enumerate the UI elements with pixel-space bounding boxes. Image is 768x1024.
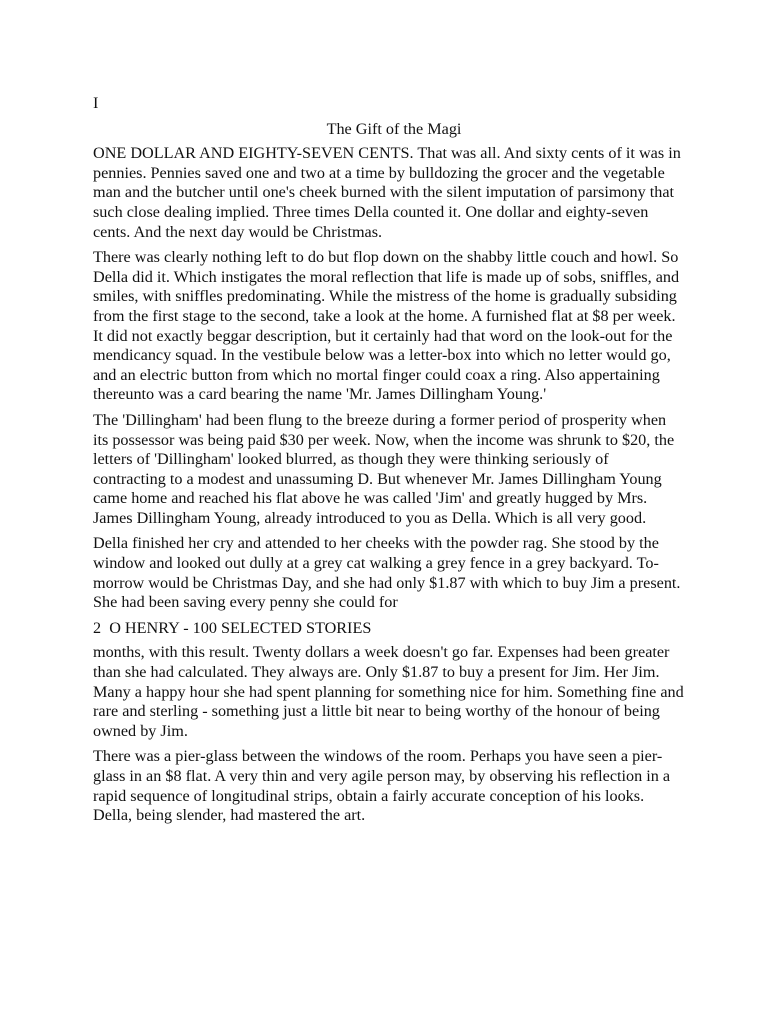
paragraph: The 'Dillingham' had been flung to the breeze during a former period of prosperity when its possessor was being paid $30 per week. Now, when the income was shrunk to $20, the letters of 'Dillingham' looked blurred, as though they were thinking seriously of contracting to a modest and unassuming D. But whenever Mr. James Dillingham Young came home and reached his flat above he was called 'Jim' and greatly hugged by Mrs. James Dillingham Young, already introduced to you as Della. Which is all very good. <box>93 410 675 527</box>
paragraph: ONE DOLLAR AND EIGHTY-SEVEN CENTS. That was all. And sixty cents of it was in pennies. Pennies saved one and two at a time by bulldozing the grocer and the vegetable man and the butcher until one's cheek burned with the silent imputation of parsimony that such close dealing implied. Three times Della counted it. One dollar and eighty-seven cents. And the next day would be Christmas. <box>93 144 681 241</box>
paragraph: There was clearly nothing left to do but flop down on the shabby little couch and howl. So Della did it. Which instigates the moral reflection that life is made up of sobs, sniffles, and smiles, with sniffles predominating. While the mistress of the home is gradually subsiding from the first stage to the second, take a look at the home. A furnished flat at $8 per week. It did not exactly beggar description, but it certainly had that word on the look-out for the mendicancy squad. In the vestibule below was a letter-box into which no letter would go, and an electric button from which no mortal finger could coax a ring. Also appertaining thereunto was a card bearing the name 'Mr. James Dillingham Young.' <box>93 248 680 404</box>
running-header: 2 O HENRY - 100 SELECTED STORIES <box>93 618 372 637</box>
paragraph: Della finished her cry and attended to her cheeks with the powder rag. She stood by the window and looked out dully at a grey cat walking a grey fence in a grey backyard. To-morrow would be Christmas Day, and she had only $1.87 with which to buy Jim a present. She had been saving every penny she could for <box>93 534 681 612</box>
document-page <box>93 94 685 832</box>
chapter-number: I <box>93 94 99 112</box>
story-title: The Gift of the Magi <box>326 119 462 138</box>
paragraph: months, with this result. Twenty dollars a week doesn't go far. Expenses had been greater than she had calculated. They always are. Only $1.87 to buy a present for Jim. Her Jim. Many a happy hour she had spent planning for something nice for him. Something fine and rare and sterling - something just a little bit near to being worthy of the honour of being owned by Jim. <box>93 643 684 740</box>
paragraph: There was a pier-glass between the windows of the room. Perhaps you have seen a pier-glass in an $8 flat. A very thin and very agile person may, by observing his reflection in a rapid sequence of longitudinal strips, obtain a fairly accurate conception of his looks. Della, being slender, had mastered the art. <box>93 747 671 825</box>
